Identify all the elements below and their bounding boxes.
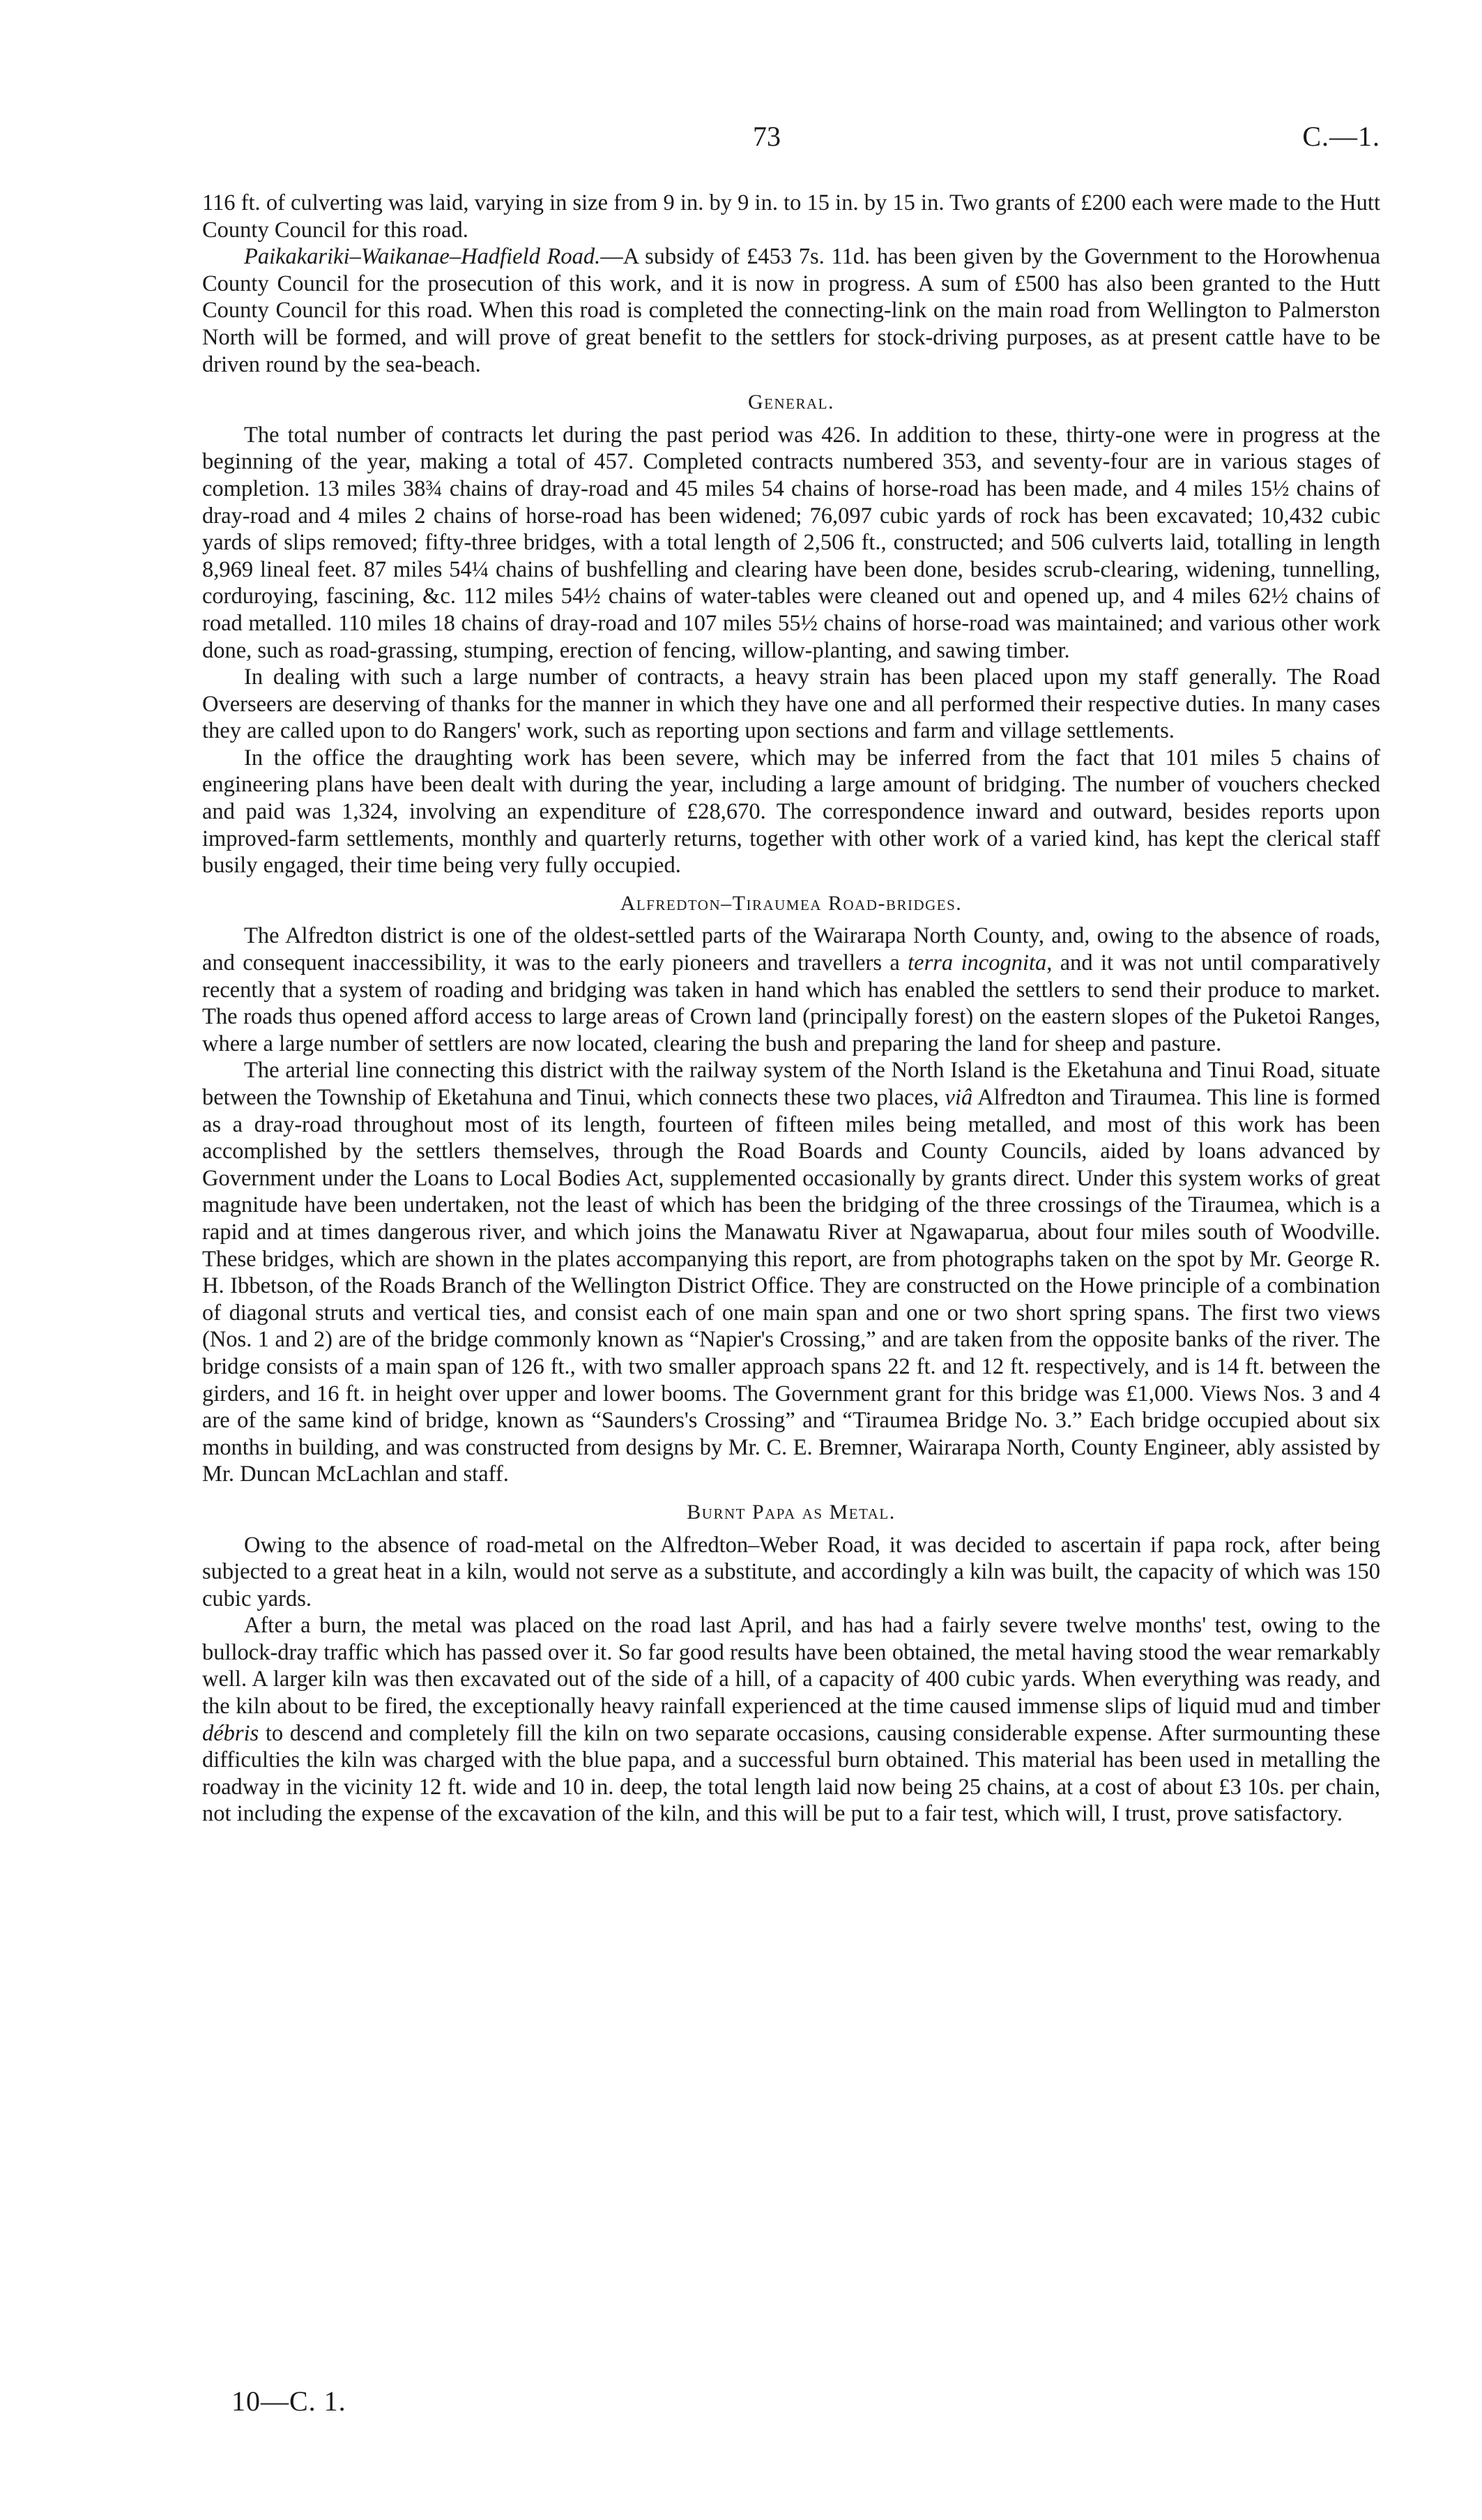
footer-signature: 10—C. 1. bbox=[231, 2385, 346, 2417]
paragraph-culverting: 116 ft. of culverting was laid, varying in size from 9 in. by 9 in. to 15 in. by 15 in. Two grants of £200 each were made to the Hutt County Council for this road. bbox=[202, 190, 1380, 243]
report-code: C.—1. bbox=[1302, 121, 1380, 152]
page-header bbox=[202, 120, 1380, 162]
body-text bbox=[202, 190, 1380, 1828]
italic-via: viâ bbox=[945, 1085, 973, 1110]
paragraph-office: In the office the draughting work has been severe, which may be inferred from the fact that 101 miles 5 chains of engineering plans have been dealt with during the year, including a large amount of bridging. The number of vouchers checked and paid was 1,324, involving an expenditure of £28,670. The correspondence inward and outward, besides reports upon improved-farm settlements, monthly and quarterly returns, together with other work of a varied kind, has kept the clerical staff busily engaged, their time being very fully occupied. bbox=[202, 745, 1380, 879]
paragraph-paikakariki bbox=[202, 243, 1380, 378]
section-heading-burnt-papa: Burnt Papa as Metal. bbox=[687, 1500, 896, 1524]
paikakariki-road-title: Paikakariki–Waikanae–Hadfield Road. bbox=[244, 244, 601, 270]
paikakariki-road-text: —A subsidy of £453 7s. 11d. has been given by the Government to the Horowhenua County Council for the prosecution of this work, and it is now in progress. A sum of £500 has also been granted to the Hutt County Council for this road. When this road is completed the connecting-link on the main road from Wellington to Palmerston North will be formed, and will prove of great benefit to the settlers for stock-driving purposes, as at present cattle have to be driven round by the sea-beach. bbox=[202, 244, 1380, 377]
section-heading-general: General. bbox=[748, 390, 834, 414]
paragraph-staff: In dealing with such a large number of contracts, a heavy strain has been placed upon my staff generally. The Road Overseers are deserving of thanks for the manner in which they have one and all performed their respective duties. In many cases they are called upon to do Rangers' work, such as reporting upon sections and farm and village settlements. bbox=[202, 665, 1380, 744]
paragraph-kiln-built: Owing to the absence of road-metal on the Alfredton–Weber Road, it was decided to ascertain if papa rock, after being subjected to a great heat in a kiln, would not serve as a substitute, and accordingly a kiln was built, the capacity of which was 150 cubic yards. bbox=[202, 1532, 1380, 1611]
paragraph-burn-results: After a burn, the metal was placed on the road last April, and has had a fairly severe twelve months' test, owing to the bullock-dray traffic which has passed over it. So far good results have been obtained, the metal having stood the wear remarkably well. A larger kiln was then excavated out of the side of a hill, of a capacity of 400 cubic yards. When everything was ready, and the kiln about to be fired, the exceptionally heavy rainfall experienced at the time caused immense slips of liquid mud and timber débris to descend and completely fill the kiln on two separate occasions, causing considerable expense. After surmounting these difficulties the kiln was charged with the blue papa, and a successful burn obtained. This material has been used in metalling the roadway in the vicinity 12 ft. wide and 10 in. deep, the total length laid now being 25 chains, at a cost of about £3 10s. per chain, not including the expense of the excavation of the kiln, and this will be put to a fair test, which will, I trust, prove satisfactory. bbox=[202, 1613, 1380, 1827]
paragraph-arterial-line: The arterial line connecting this district with the railway system of the North Island is the Eketahuna and Tinui Road, situate between the Township of Eketahuna and Tinui, which connects these two places, viâ Alfredton and Tiraumea. This line is formed as a dray-road throughout most of its length, fourteen of fifteen miles being metalled, and most of this work has been accomplished by the settlers themselves, through the Road Boards and County Councils, aided by loans advanced by Government under the Loans to Local Bodies Act, supplemented occasionally by grants direct. Under this system works of great magnitude have been undertaken, not the least of which has been the bridging of the three crossings of the Tiraumea, which is a rapid and at times dangerous river, and which joins the Manawatu River at Ngawaparua, about four miles south of Woodville. These bridges, which are shown in the plates accompanying this report, are from photographs taken on the spot by Mr. George R. H. Ibbetson, of the Roads Branch of the Wellington District Office. They are constructed on the Howe principle of a combination of diagonal struts and vertical ties, and consist each of one main span and one or two short spring spans. The first two views (Nos. 1 and 2) are of the bridge commonly known as “Napier's Crossing,” and are taken from the opposite banks of the river. The bridge consists of a main span of 126 ft., with two smaller approach spans 22 ft. and 12 ft. respectively, and is 14 ft. between the girders, and 16 ft. in height over upper and lower booms. The Government grant for this bridge was £1,000. Views Nos. 3 and 4 are of the same kind of bridge, known as “Saunders's Crossing” and “Tiraumea Bridge No. 3.” Each bridge occupied about six months in building, and was constructed from designs by Mr. C. E. Bremner, Wairarapa North, County Engineer, ably assisted by Mr. Duncan McLachlan and staff. bbox=[202, 1058, 1380, 1487]
section-heading-alfredton: Alfredton–Tiraumea Road-bridges. bbox=[620, 891, 963, 915]
page-number: 73 bbox=[753, 121, 781, 152]
paragraph-contracts: The total number of contracts let during the past period was 426. In addition to these, thirty-one were in progress at the beginning of the year, making a total of 457. Completed contracts numbered 353, and seventy-four are in various stages of completion. 13 miles 38¾ chains of dray-road and 45 miles 54 chains of horse-road has been made, and 4 miles 15½ chains of dray-road and 4 miles 2 chains of horse-road has been widened; 76,097 cubic yards of rock has been excavated; 10,432 cubic yards of slips removed; fifty-three bridges, with a total length of 2,506 ft., constructed; and 506 culverts laid, totalling in length 8,969 lineal feet. 87 miles 54¼ chains of bushfelling and clearing have been done, besides scrub-clearing, widening, tunnelling, corduroying, fascining, &c. 112 miles 54½ chains of water-tables were cleaned out and opened up, and 4 miles 62½ chains of road metalled. 110 miles 18 chains of dray-road and 107 miles 55½ chains of horse-road was maintained; and various other work done, such as road-grassing, stumping, erection of fencing, willow-planting, and sawing timber. bbox=[202, 422, 1380, 663]
paragraph-alfredton-district: The Alfredton district is one of the oldest-settled parts of the Wairarapa North County, and, owing to the absence of roads, and consequent inaccessibility, it was to the early pioneers and travellers a terra incognita, and it was not until comparatively recently that a system of roading and bridging was taken in hand which has enabled the settlers to send their produce to market. The roads thus opened afford access to large areas of Crown land (principally forest) on the eastern slopes of the Puketoi Ranges, where a large number of settlers are now located, clearing the bush and preparing the land for sheep and pasture. bbox=[202, 923, 1381, 1056]
italic-debris: débris bbox=[202, 1720, 259, 1746]
italic-terra-incognita: terra incognita bbox=[908, 950, 1047, 976]
